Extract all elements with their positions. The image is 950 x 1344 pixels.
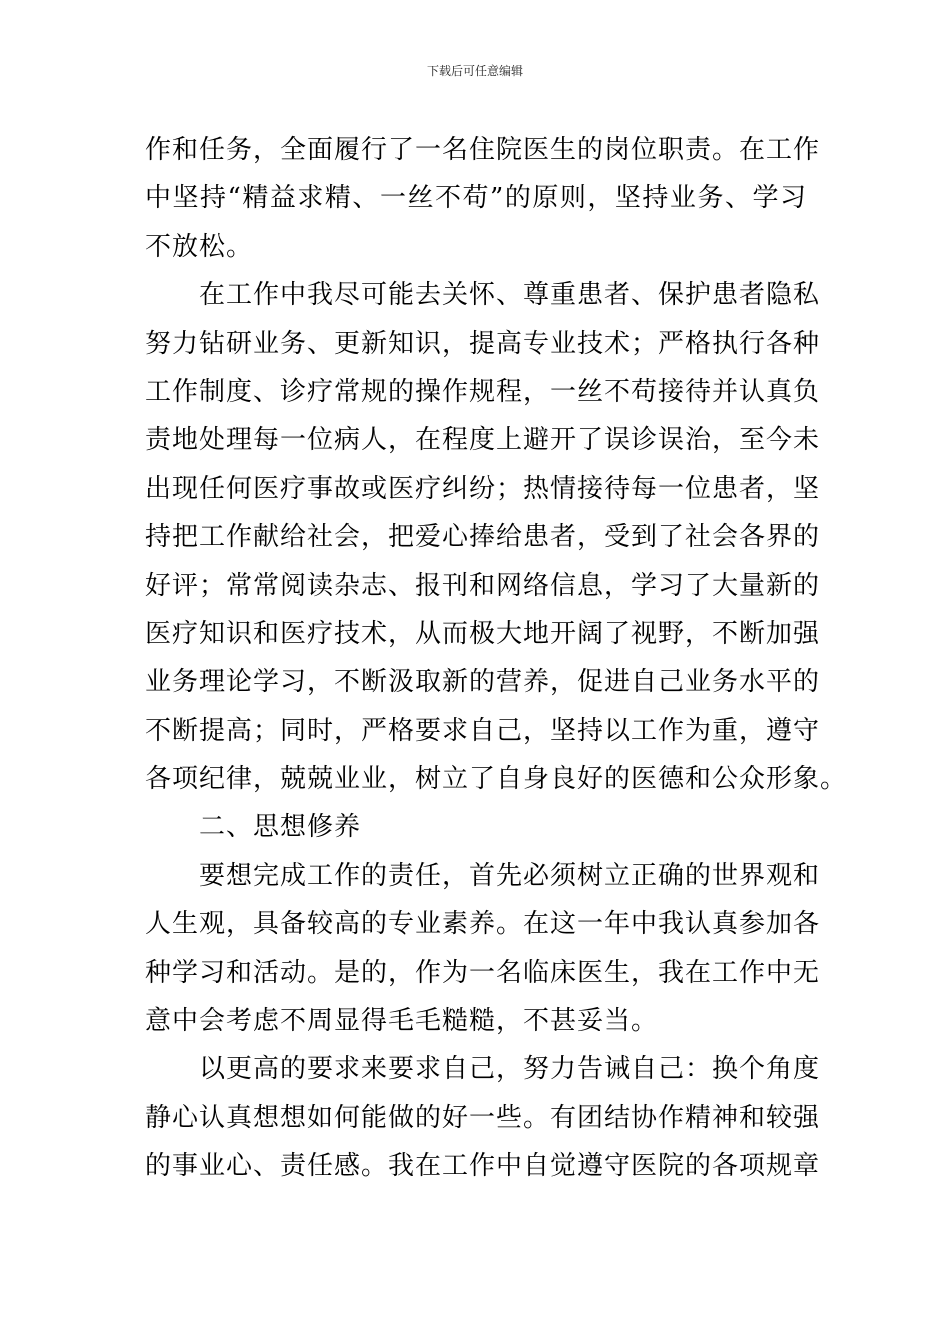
text-line: 作和任务，全面履行了一名住院医生的岗位职责。在工作 [145, 135, 821, 165]
text-line: 好评；常常阅读杂志、报刊和网络信息，学习了大量新的 [145, 570, 821, 601]
text-line: 努力钻研业务、更新知识，提高专业技术；严格执行各种 [145, 328, 821, 359]
text-line: 持把工作献给社会，把爱心捧给患者，受到了社会各界的 [145, 522, 821, 553]
text-line: 业务理论学习，不断汲取新的营养，促进自己业务水平的 [145, 667, 821, 698]
text-line: 要想完成工作的责任，首先必须树立正确的世界观和 [199, 860, 821, 891]
text-line: 静心认真想想如何能做的好一些。有团结协作精神和较强 [145, 1102, 821, 1133]
text-line: 各项纪律，兢兢业业，树立了自身良好的医德和公众形象。 [145, 764, 848, 795]
text-line: 意中会考虑不周显得毛毛糙糙，不甚妥当。 [145, 1006, 659, 1037]
text-line: 工作制度、诊疗常规的操作规程，一丝不苟接待并认真负 [145, 376, 821, 407]
text-line: 的事业心、责任感。我在工作中自觉遵守医院的各项规章 [145, 1151, 821, 1182]
text-line: 二、思想修养 [199, 812, 362, 843]
text-line: 不断提高；同时，严格要求自己，坚持以工作为重，遵守 [145, 715, 821, 746]
document-body [145, 126, 848, 1191]
page-header: 下载后可任意编辑 [426, 64, 523, 78]
text-line: 不放松。 [145, 231, 254, 262]
text-line: 在工作中我尽可能去关怀、尊重患者、保护患者隐私 [199, 280, 821, 311]
text-line: 人生观，具备较高的专业素养。在这一年中我认真参加各 [145, 909, 821, 940]
text-line: 出现任何医疗事故或医疗纠纷；热情接待每一位患者，坚 [145, 473, 821, 504]
text-line: 医疗知识和医疗技术，从而极大地开阔了视野，不断加强 [145, 618, 821, 649]
text-line: 以更高的要求来要求自己，努力告诫自己：换个角度 [199, 1054, 821, 1085]
text-line: 中坚持“精益求精、一丝不苟”的原则，坚持业务、学习 [145, 183, 807, 214]
text-line: 责地处理每一位病人，在程度上避开了误诊误治，至今未 [145, 425, 821, 456]
text-line: 种学习和活动。是的，作为一名临床医生，我在工作中无 [145, 957, 821, 988]
